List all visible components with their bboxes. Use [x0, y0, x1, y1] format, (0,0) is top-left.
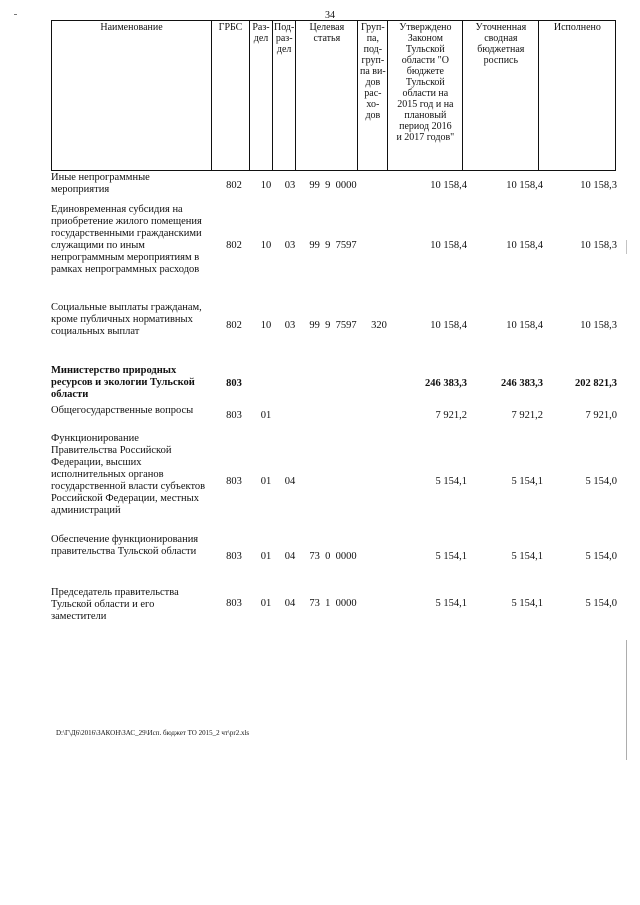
cell-razdel: 10: [260, 180, 272, 191]
cell-name: Министерство природных ресурсов и экологии Тульской области: [51, 365, 195, 400]
margin-mark: [626, 240, 627, 254]
cell-podrazdel: 04: [284, 598, 296, 609]
cell-grbs: 802: [226, 180, 242, 191]
cell-cs: 99 9 7597: [309, 240, 357, 251]
cell-refined: 246 383,3: [501, 378, 543, 389]
cell-grbs: 802: [226, 240, 242, 251]
cell-grbs: 803: [226, 410, 242, 421]
cell-razdel: 10: [260, 320, 272, 331]
cell-name: Иные непрограммные мероприятия: [51, 172, 150, 195]
cell-razdel: 10: [260, 240, 272, 251]
cell-podrazdel: 04: [284, 551, 296, 562]
cell-refined: 5 154,1: [511, 598, 543, 609]
cell-podrazdel: 03: [284, 320, 296, 331]
cell-grbs: 803: [226, 598, 242, 609]
cell-executed: 7 921,0: [585, 410, 617, 421]
cell-name: Социальные выплаты гражданам, кроме публичных нормативных социальных выплат: [51, 302, 202, 337]
cell-refined: 10 158,4: [506, 180, 543, 191]
file-path: D:\Г\Д6\2016\ЗАКОН\ЗАС_29\Исп. бюджет ТО 2015_2 чт\pr2.xls: [56, 729, 250, 737]
header-grbs: ГРБС: [212, 21, 250, 171]
cell-refined: 10 158,4: [506, 240, 543, 251]
cell-approved: 5 154,1: [435, 598, 467, 609]
cell-grbs: 803: [226, 378, 242, 389]
table-header: [51, 20, 616, 171]
cell-refined: 5 154,1: [511, 476, 543, 487]
cell-grbs: 803: [226, 476, 242, 487]
cell-approved: 5 154,1: [435, 476, 467, 487]
cell-name: Единовременная субсидия на приобретение жилого помещения государственными гражданскими служащими по иным непрограммным мероприятиям в рамках непрограммных расходов: [51, 204, 202, 275]
cell-approved: 246 383,3: [425, 378, 467, 389]
cell-podrazdel: 03: [284, 180, 296, 191]
cell-podrazdel: 03: [284, 240, 296, 251]
cell-name: Общегосударственные вопросы: [51, 405, 194, 416]
cell-grbs: 803: [226, 551, 242, 562]
cell-razdel: 01: [260, 476, 272, 487]
header-executed: Исполнено: [539, 21, 616, 171]
cell-executed: 5 154,0: [585, 551, 617, 562]
cell-approved: 7 921,2: [435, 410, 467, 421]
cell-approved: 5 154,1: [435, 551, 467, 562]
cell-executed: 202 821,3: [575, 378, 617, 389]
header-razdel: Раз- дел: [250, 21, 273, 171]
cell-refined: 5 154,1: [511, 551, 543, 562]
cell-name: Председатель правительства Тульской области и его заместители: [51, 587, 179, 622]
cell-approved: 10 158,4: [430, 240, 467, 251]
cell-executed: 10 158,3: [580, 240, 617, 251]
cell-razdel: 01: [260, 598, 272, 609]
cell-approved: 10 158,4: [430, 320, 467, 331]
cell-razdel: 01: [260, 551, 272, 562]
cell-name: Обеспечение функционирования правительства Тульской области: [51, 534, 199, 557]
cell-refined: 7 921,2: [511, 410, 543, 421]
header-expense-group: Груп- па, под- груп- па ви- дов рас- хо- дов: [358, 21, 388, 171]
cell-executed: 10 158,3: [580, 180, 617, 191]
cell-name: Функционирование Правительства Российской Федерации, высших исполнительных органов государственной власти субъектов Российской Федерации, местных администраций: [51, 433, 206, 516]
margin-line: [626, 640, 627, 760]
cell-executed: 5 154,0: [585, 598, 617, 609]
cell-vr: 320: [371, 320, 387, 331]
header-name: Наименование: [52, 21, 212, 171]
cell-grbs: 802: [226, 320, 242, 331]
cell-cs: 99 9 0000: [309, 180, 357, 191]
scan-speck: [14, 14, 17, 15]
cell-cs: 73 0 0000: [309, 551, 357, 562]
cell-cs: 99 9 7597: [309, 320, 357, 331]
cell-podrazdel: 04: [284, 476, 296, 487]
cell-approved: 10 158,4: [430, 180, 467, 191]
header-podrazdel: Под- раз- дел: [273, 21, 296, 171]
header-approved: Утверждено Законом Тульской области "О бюджете Тульской области на 2015 год и на плановый период 2016 и 2017 годов": [388, 21, 463, 171]
header-refined: Уточненная сводная бюджетная роспись: [463, 21, 539, 171]
cell-refined: 10 158,4: [506, 320, 543, 331]
page-number: 34: [325, 10, 335, 21]
header-target-article: Целевая статья: [296, 21, 358, 171]
cell-executed: 10 158,3: [580, 320, 617, 331]
cell-executed: 5 154,0: [585, 476, 617, 487]
cell-razdel: 01: [260, 410, 272, 421]
cell-cs: 73 1 0000: [309, 598, 357, 609]
